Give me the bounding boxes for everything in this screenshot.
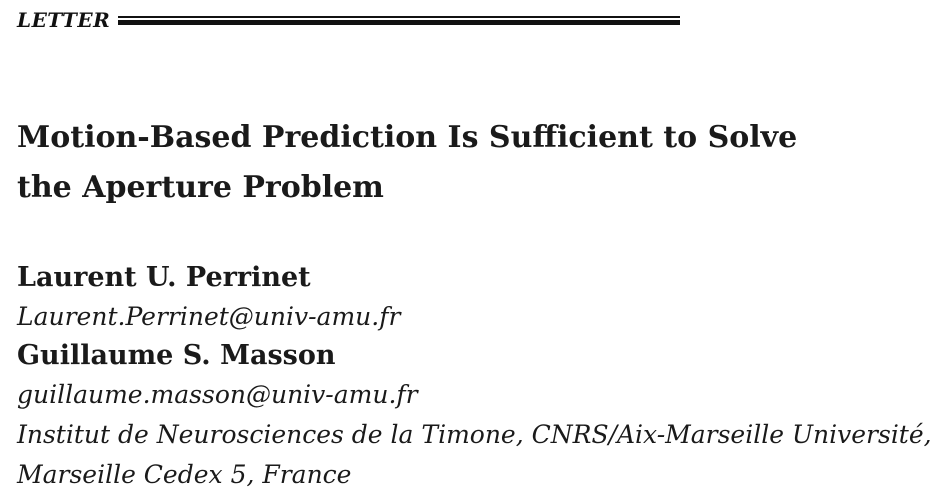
author-name: Guillaume S. Masson <box>17 340 336 371</box>
article-type-header <box>17 5 680 35</box>
paper-title <box>17 113 917 213</box>
paper-title-line-1: Motion-Based Prediction Is Sufficient to Solve <box>17 120 798 155</box>
header-rule <box>118 16 680 25</box>
author-name: Laurent U. Perrinet <box>17 262 311 293</box>
article-type-label: LETTER <box>17 8 111 32</box>
affiliation-line-1: Institut de Neurosciences de la Timone, CNRS/Aix-Marseille Université, <box>17 420 932 449</box>
author-email[interactable]: guillaume.masson@univ-amu.fr <box>17 380 418 409</box>
author-email[interactable]: Laurent.Perrinet@univ-amu.fr <box>17 302 401 331</box>
paper-title-line-2: the Aperture Problem <box>17 170 384 205</box>
author-block <box>17 259 932 495</box>
affiliation-line-2: Marseille Cedex 5, France <box>17 460 352 489</box>
